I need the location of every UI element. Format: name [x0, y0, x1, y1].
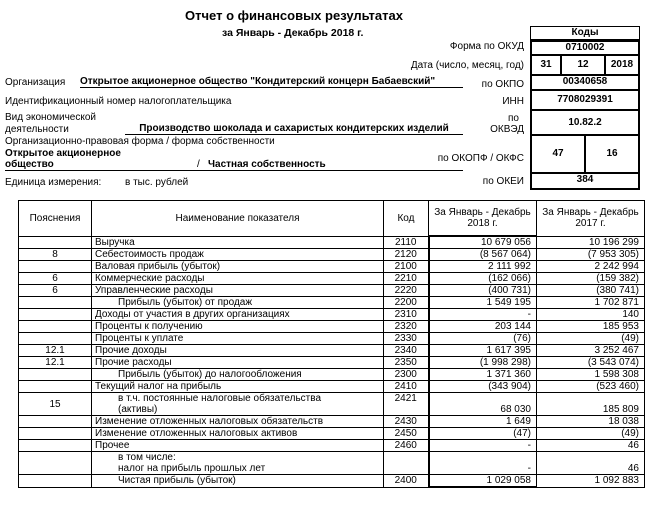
- inn-field-label: Идентификационный номер налогоплательщика: [5, 96, 232, 107]
- unit-value: в тыс. рублей: [125, 177, 189, 188]
- note-cell: [19, 333, 92, 345]
- line-code: 2421: [384, 393, 429, 416]
- table-row: [19, 261, 645, 273]
- date-year: 2018: [605, 55, 640, 75]
- previous-value: (523 460): [537, 381, 645, 393]
- indicator-name: Выручка: [92, 236, 384, 249]
- current-value: 1 649: [429, 416, 537, 428]
- indicator-name: Прибыль (убыток) от продаж: [92, 297, 384, 309]
- previous-value: (380 741): [537, 285, 645, 297]
- okved-code: 10.82.2: [530, 110, 640, 135]
- legal-form-label: Организационно-правовая форма / форма собственности: [5, 136, 275, 147]
- activity-value: Производство шоколада и сахаристых кондитерских изделий: [125, 123, 463, 135]
- previous-value: 46: [537, 452, 645, 475]
- current-value: 203 144: [429, 321, 537, 333]
- table-row: [19, 475, 645, 488]
- okved-label-2: ОКВЭД: [490, 124, 524, 135]
- note-cell: 6: [19, 273, 92, 285]
- line-code: [384, 452, 429, 475]
- table-row: [19, 452, 645, 475]
- indicator-name-line-2: (активы): [118, 404, 158, 415]
- indicator-name: [92, 452, 384, 475]
- note-cell: 12.1: [19, 345, 92, 357]
- indicator-name: Прочие расходы: [92, 357, 384, 369]
- indicator-name: Прибыль (убыток) до налогообложения: [92, 369, 384, 381]
- indicator-name: Изменение отложенных налоговых активов: [92, 428, 384, 440]
- okfs-code: 16: [585, 135, 640, 173]
- table-header-row: [19, 201, 645, 237]
- indicator-name: Валовая прибыль (убыток): [92, 261, 384, 273]
- date-month: 12: [561, 55, 605, 75]
- line-code: 2330: [384, 333, 429, 345]
- indicator-name: Доходы от участия в других организациях: [92, 309, 384, 321]
- note-cell: [19, 236, 92, 249]
- previous-value: (3 543 074): [537, 357, 645, 369]
- current-value: (76): [429, 333, 537, 345]
- note-cell: [19, 381, 92, 393]
- okved-label-1: по: [508, 113, 519, 124]
- current-value: (1 998 298): [429, 357, 537, 369]
- note-cell: 12.1: [19, 357, 92, 369]
- legal-form-value-1: Открытое акционерное: [5, 148, 121, 159]
- okopf-code: 47: [530, 135, 585, 173]
- previous-value: 1 092 883: [537, 475, 645, 488]
- table-row: [19, 428, 645, 440]
- date-day: 31: [530, 55, 561, 75]
- line-code: 2430: [384, 416, 429, 428]
- report-title: Отчет о финансовых результатах: [185, 8, 403, 23]
- line-code: 2400: [384, 475, 429, 488]
- line-code: 2350: [384, 357, 429, 369]
- unit-label: Единица измерения:: [5, 177, 102, 188]
- indicator-name: Проценты к уплате: [92, 333, 384, 345]
- table-row: [19, 333, 645, 345]
- note-cell: [19, 475, 92, 488]
- line-code: 2200: [384, 297, 429, 309]
- current-value: (343 904): [429, 381, 537, 393]
- date-label: Дата (число, месяц, год): [410, 60, 524, 71]
- okei-code: 384: [530, 173, 640, 190]
- indicator-name: Коммерческие расходы: [92, 273, 384, 285]
- okpo-code: 00340658: [530, 75, 640, 90]
- note-cell: [19, 321, 92, 333]
- note-cell: [19, 297, 92, 309]
- current-value: 1 617 395: [429, 345, 537, 357]
- table-row: [19, 273, 645, 285]
- current-value: -: [429, 309, 537, 321]
- note-cell: [19, 452, 92, 475]
- current-value: 2 111 992: [429, 261, 537, 273]
- line-code: 2220: [384, 285, 429, 297]
- report-period: за Январь - Декабрь 2018 г.: [222, 27, 364, 39]
- name-column-header: Наименование показателя: [92, 201, 384, 237]
- note-cell: [19, 369, 92, 381]
- codes-heading: Коды: [530, 26, 640, 40]
- previous-value: 140: [537, 309, 645, 321]
- line-code: 2460: [384, 440, 429, 452]
- note-cell: 6: [19, 285, 92, 297]
- activity-label-2: деятельности: [5, 124, 69, 135]
- line-code: 2340: [384, 345, 429, 357]
- indicator-name: Прочие доходы: [92, 345, 384, 357]
- okud-code: 0710002: [530, 40, 640, 55]
- current-value: 1 549 195: [429, 297, 537, 309]
- current-value: (47): [429, 428, 537, 440]
- okei-label: по ОКЕИ: [482, 176, 524, 187]
- table-row: [19, 357, 645, 369]
- current-value: (162 066): [429, 273, 537, 285]
- line-code: 2120: [384, 249, 429, 261]
- table-row: [19, 297, 645, 309]
- table-row: [19, 345, 645, 357]
- line-code: 2210: [384, 273, 429, 285]
- current-period-column-header: За Январь - Декабрь 2018 г.: [429, 201, 537, 237]
- note-cell: [19, 261, 92, 273]
- previous-value: (7 953 305): [537, 249, 645, 261]
- line-code: 2410: [384, 381, 429, 393]
- previous-value: (49): [537, 333, 645, 345]
- financial-results-table: [18, 200, 645, 488]
- note-cell: [19, 416, 92, 428]
- line-code: 2110: [384, 236, 429, 249]
- previous-value: 1 598 308: [537, 369, 645, 381]
- indicator-name: Себестоимость продаж: [92, 249, 384, 261]
- indicator-name: Проценты к получению: [92, 321, 384, 333]
- table-row: [19, 393, 645, 416]
- previous-value: 2 242 994: [537, 261, 645, 273]
- inn-code: 7708029391: [530, 90, 640, 110]
- note-cell: [19, 440, 92, 452]
- previous-value: (159 382): [537, 273, 645, 285]
- legal-form-separator: /: [197, 159, 200, 170]
- notes-column-header: Пояснения: [19, 201, 92, 237]
- okud-label: Форма по ОКУД: [449, 41, 524, 52]
- table-row: [19, 381, 645, 393]
- table-row: [19, 309, 645, 321]
- table-row: [19, 236, 645, 249]
- table-row: [19, 321, 645, 333]
- current-value: (8 567 064): [429, 249, 537, 261]
- indicator-name-line-2: налог на прибыль прошлых лет: [118, 463, 266, 474]
- note-cell: 8: [19, 249, 92, 261]
- current-value: 10 679 056: [429, 236, 537, 249]
- note-cell: 15: [19, 393, 92, 416]
- previous-value: 10 196 299: [537, 236, 645, 249]
- previous-value: (49): [537, 428, 645, 440]
- indicator-name-line-1: в том числе:: [118, 452, 176, 463]
- previous-value: 18 038: [537, 416, 645, 428]
- inn-label: ИНН: [502, 96, 524, 107]
- indicator-name-line-1: в т.ч. постоянные налоговые обязательства: [118, 393, 322, 404]
- table-row: [19, 440, 645, 452]
- code-column-header: Код: [384, 201, 429, 237]
- legal-form-underline: [5, 170, 463, 171]
- current-value: 68 030: [429, 393, 537, 416]
- okpo-label: по ОКПО: [481, 79, 524, 90]
- line-code: 2320: [384, 321, 429, 333]
- note-cell: [19, 428, 92, 440]
- line-code: 2300: [384, 369, 429, 381]
- table-row: [19, 369, 645, 381]
- previous-value: 185 809: [537, 393, 645, 416]
- table-row: [19, 249, 645, 261]
- line-code: 2100: [384, 261, 429, 273]
- okopf-label: по ОКОПФ / ОКФС: [437, 153, 524, 164]
- table-row: [19, 285, 645, 297]
- ownership-value: Частная собственность: [208, 159, 326, 170]
- current-value: -: [429, 452, 537, 475]
- line-code: 2450: [384, 428, 429, 440]
- indicator-name: [92, 393, 384, 416]
- previous-value: 3 252 467: [537, 345, 645, 357]
- current-value: 1 029 058: [429, 475, 537, 488]
- indicator-name: Текущий налог на прибыль: [92, 381, 384, 393]
- current-value: -: [429, 440, 537, 452]
- previous-value: 1 702 871: [537, 297, 645, 309]
- org-label: Организация: [5, 77, 66, 88]
- indicator-name: Прочее: [92, 440, 384, 452]
- indicator-name: Управленческие расходы: [92, 285, 384, 297]
- current-value: (400 731): [429, 285, 537, 297]
- table-row: [19, 416, 645, 428]
- line-code: 2310: [384, 309, 429, 321]
- legal-form-value-2: общество: [5, 159, 54, 170]
- previous-value: 185 953: [537, 321, 645, 333]
- current-value: 1 371 360: [429, 369, 537, 381]
- activity-label-1: Вид экономической: [5, 112, 96, 123]
- org-name: Открытое акционерное общество "Кондитерский концерн Бабаевский": [80, 76, 463, 88]
- note-cell: [19, 309, 92, 321]
- indicator-name: Чистая прибыль (убыток): [92, 475, 384, 488]
- previous-period-column-header: За Январь - Декабрь 2017 г.: [537, 201, 645, 237]
- indicator-name: Изменение отложенных налоговых обязательств: [92, 416, 384, 428]
- previous-value: 46: [537, 440, 645, 452]
